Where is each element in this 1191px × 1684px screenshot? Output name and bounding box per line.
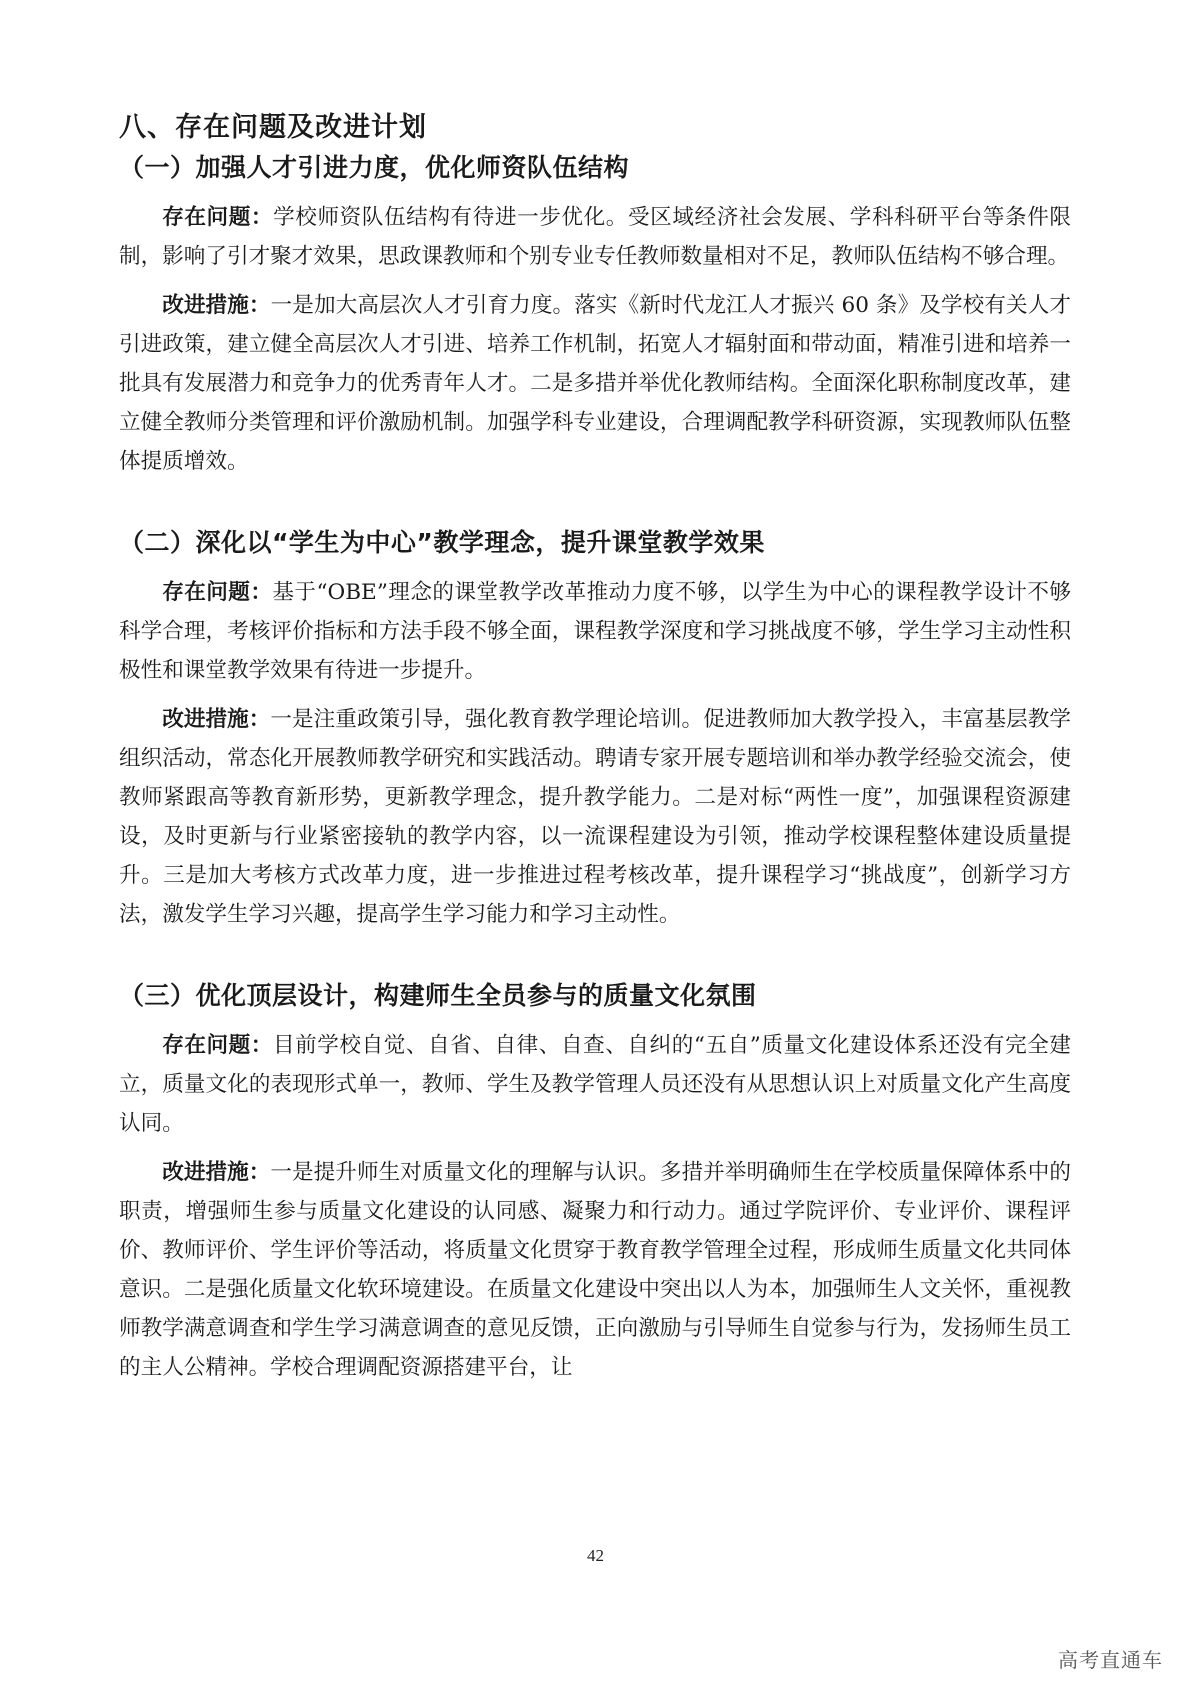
measure-text: 一是提升师生对质量文化的理解与认识。多措并举明确师生在学校质量保障体系中的职责，增强师生参与质量文化建设的认同感、凝聚力和行动力。通过学院评价、专业评价、课程评价、教师评价、学生评价等活动，将质量文化贯穿于教育教学管理全过程，形成师生质量文化共同体意识。二是强化质量文化软环境建设。在质量文化建设中突出以人为本，加强师生人文关怀，重视教师教学满意调查和学生学习满意调查的意见反馈，正向激励与引导师生自觉参与行为，发扬师生员工的主人公精神。学校合理调配资源搭建平台，让 — [119, 1160, 1071, 1380]
problem-text: 学校师资队伍结构有待进一步优化。受区域经济社会发展、学科科研平台等条件限制，影响了引才聚才效果，思政课教师和个别专业专任教师数量相对不足，教师队伍结构不够合理。 — [119, 205, 1071, 269]
problem-text: 基于“OBE”理念的课堂教学改革推动力度不够，以学生为中心的课程教学设计不够科学合理，考核评价指标和方法手段不够全面，课程教学深度和学习挑战度不够，学生学习主动性积极性和课堂教学效果有待进一步提升。 — [119, 580, 1071, 683]
measure-label: 改进措施： — [162, 1160, 271, 1185]
measure-label: 改进措施： — [162, 707, 271, 732]
measure-paragraph-2 — [119, 700, 1071, 934]
measure-paragraph-1 — [119, 286, 1071, 481]
problem-label: 存在问题： — [162, 580, 273, 605]
section-heading-2: （二）深化以“学生为中心”教学理念，提升课堂教学效果 — [119, 528, 765, 557]
measure-text: 一是加大高层次人才引育力度。落实《新时代龙江人才振兴 60 条》及学校有关人才引进政策，建立健全高层次人才引进、培养工作机制，拓宽人才辐射面和带动面，精准引进和培养一批具有发展潜力和竞争力的优秀青年人才。二是多措并举优化教师结构。全面深化职称制度改革，建立健全教师分类管理和评价激励机制。加强学科专业建设，合理调配教学科研资源，实现教师队伍整体提质增效。 — [119, 293, 1071, 474]
chapter-heading: 八、存在问题及改进计划 — [119, 112, 427, 143]
section-heading-3: （三）优化顶层设计，构建师生全员参与的质量文化氛围 — [119, 981, 757, 1010]
watermark: 高考直通车 — [1058, 1648, 1163, 1672]
page-number: 42 — [587, 1546, 604, 1565]
problem-label: 存在问题： — [162, 205, 274, 230]
measure-text: 一是注重政策引导，强化教育教学理论培训。促进教师加大教学投入，丰富基层教学组织活动，常态化开展教师教学研究和实践活动。聘请专家开展专题培训和举办教学经验交流会，使教师紧跟高等教育新形势，更新教学理念，提升教学能力。二是对标“两性一度”，加强课程资源建设，及时更新与行业紧密接轨的教学内容，以一流课程建设为引领，推动学校课程整体建设质量提升。三是加大考核方式改革力度，进一步推进过程考核改革，提升课程学习“挑战度”，创新学习方法，激发学生学习兴趣，提高学生学习能力和学习主动性。 — [119, 707, 1071, 927]
document-body — [119, 108, 1071, 1397]
section-heading-1: （一）加强人才引进力度，优化师资队伍结构 — [119, 153, 630, 182]
problem-text: 目前学校自觉、自省、自律、自查、自纠的“五自”质量文化建设体系还没有完全建立，质量文化的表现形式单一，教师、学生及教学管理人员还没有从思想认识上对质量文化产生高度认同。 — [119, 1033, 1071, 1136]
problem-paragraph-3 — [119, 1026, 1071, 1143]
problem-paragraph-1 — [119, 198, 1071, 276]
problem-paragraph-2 — [119, 573, 1071, 690]
measure-paragraph-3 — [119, 1153, 1071, 1387]
measure-label: 改进措施： — [162, 293, 271, 318]
problem-label: 存在问题： — [162, 1033, 273, 1058]
